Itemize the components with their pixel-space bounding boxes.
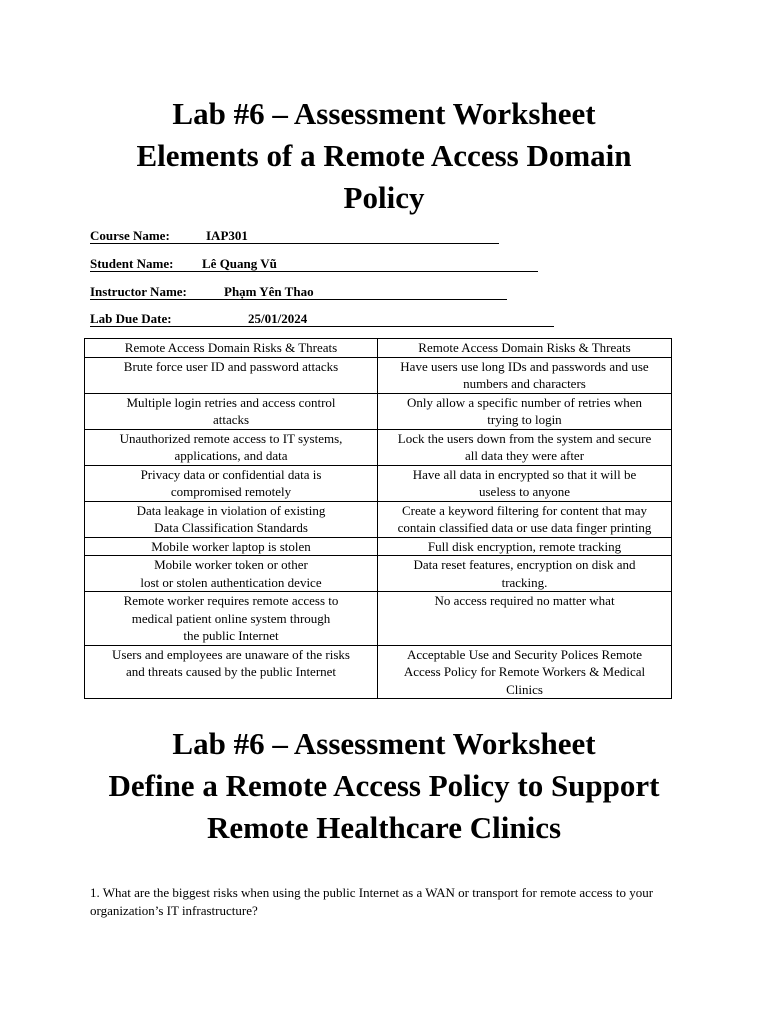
risk-cell: Brute force user ID and password attacks	[85, 357, 378, 393]
lab-due-date-value: 25/01/2024	[248, 311, 308, 326]
risks-threats-table	[84, 338, 672, 699]
mitigation-cell: Acceptable Use and Security Polices Remote Access Policy for Remote Workers & Medical Clinics	[378, 645, 672, 699]
table-row	[85, 429, 672, 465]
title-line-1: Lab #6 – Assessment Worksheet	[172, 726, 596, 761]
risk-cell: Mobile worker laptop is stolen	[85, 537, 378, 556]
table-row	[85, 339, 672, 358]
course-name-label: Course Name:	[90, 228, 170, 243]
instructor-name-value: Phạm Yên Thao	[224, 284, 314, 299]
student-name-underline	[90, 271, 538, 272]
mitigation-cell: Lock the users down from the system and secure all data they were after	[378, 429, 672, 465]
title-line-1: Lab #6 – Assessment Worksheet	[172, 96, 596, 131]
table-row	[85, 357, 672, 393]
title-line-3: Policy	[343, 180, 425, 215]
table-row	[85, 393, 672, 429]
table-header-cell: Remote Access Domain Risks & Threats	[378, 339, 672, 358]
risk-cell: Unauthorized remote access to IT systems, applications, and data	[85, 429, 378, 465]
course-name-value: IAP301	[206, 228, 248, 243]
title-line-2: Define a Remote Access Policy to Support	[108, 768, 660, 803]
mitigation-cell: Data reset features, encryption on disk and tracking.	[378, 556, 672, 592]
risk-cell: Mobile worker token or other lost or stolen authentication device	[85, 556, 378, 592]
title-line-3: Remote Healthcare Clinics	[206, 810, 562, 845]
lab-due-date-underline	[90, 326, 554, 327]
question-1: 1. What are the biggest risks when using the public Internet as a WAN or transport for remote access to your organization’s IT infrastructure?	[90, 885, 654, 918]
table-row	[85, 645, 672, 699]
course-name-underline	[90, 243, 499, 244]
risk-cell: Privacy data or confidential data is compromised remotely	[85, 465, 378, 501]
mitigation-cell: Have users use long IDs and passwords and use numbers and characters	[378, 357, 672, 393]
table-header-cell: Remote Access Domain Risks & Threats	[85, 339, 378, 358]
table-row	[85, 556, 672, 592]
instructor-name-label: Instructor Name:	[90, 284, 187, 299]
risk-cell: Users and employees are unaware of the risks and threats caused by the public Internet	[85, 645, 378, 699]
mitigation-cell: Have all data in encrypted so that it will be useless to anyone	[378, 465, 672, 501]
student-name-label: Student Name:	[90, 256, 174, 271]
mitigation-cell: Only allow a specific number of retries when trying to login	[378, 393, 672, 429]
instructor-name-underline	[90, 299, 507, 300]
lab-due-date-label: Lab Due Date:	[90, 311, 172, 326]
mitigation-cell: Create a keyword filtering for content that may contain classified data or use data finger printing	[378, 501, 672, 537]
table-row	[85, 501, 672, 537]
title-line-2: Elements of a Remote Access Domain	[136, 138, 632, 173]
risk-cell: Remote worker requires remote access to medical patient online system through the public Internet	[85, 592, 378, 646]
student-name-value: Lê Quang Vũ	[202, 256, 277, 271]
table-row	[85, 592, 672, 646]
table-row	[85, 537, 672, 556]
mitigation-cell: No access required no matter what	[378, 592, 672, 646]
table-row	[85, 465, 672, 501]
mitigation-cell: Full disk encryption, remote tracking	[378, 537, 672, 556]
worksheet-title	[0, 93, 768, 219]
risk-cell: Data leakage in violation of existing Data Classification Standards	[85, 501, 378, 537]
risk-cell: Multiple login retries and access control attacks	[85, 393, 378, 429]
section-title	[0, 723, 768, 849]
